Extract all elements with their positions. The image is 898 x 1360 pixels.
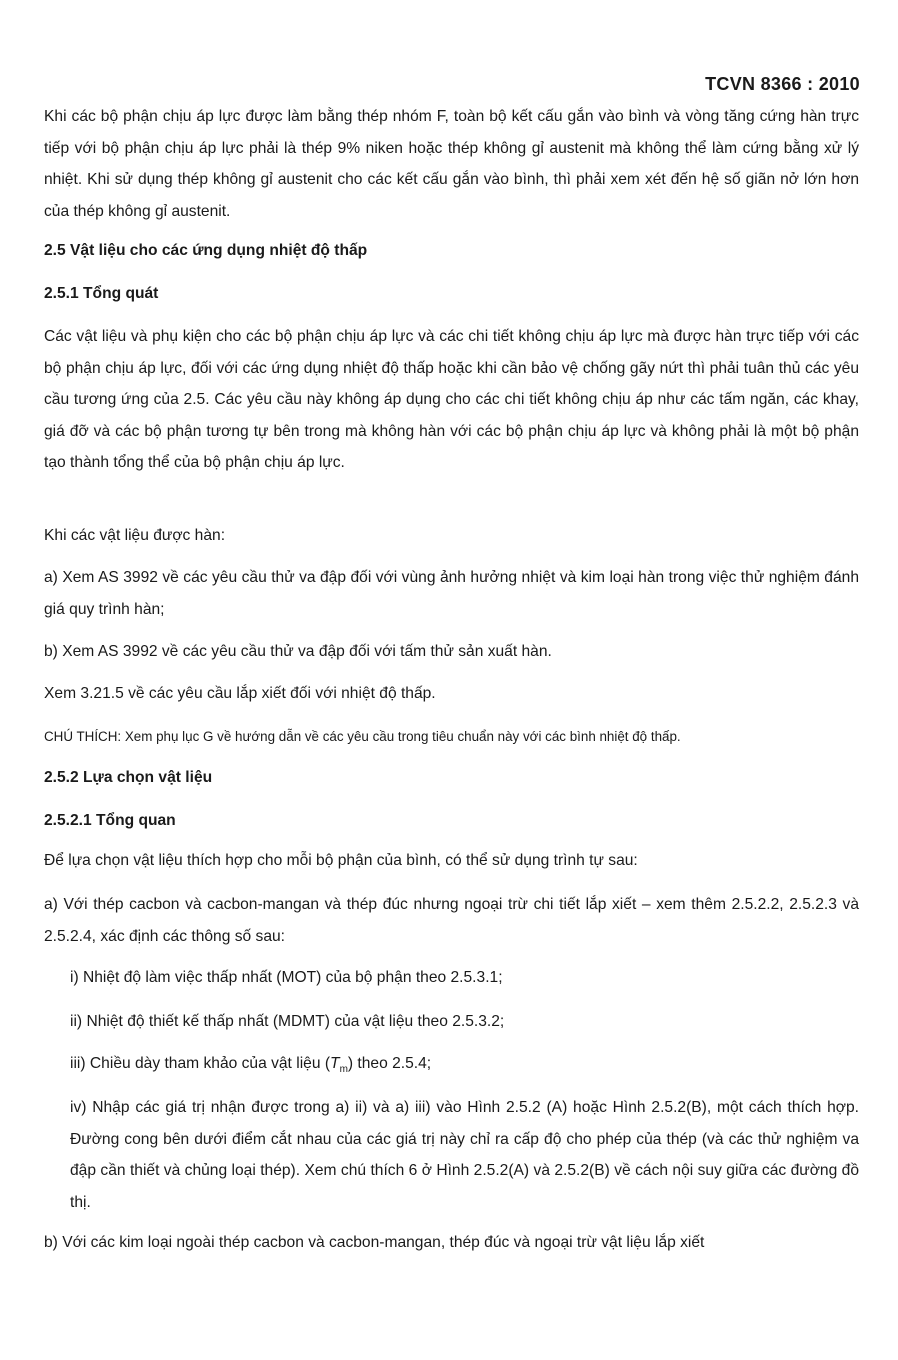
step-b-text: b) Với các kim loại ngoài thép cacbon và cacbon-mangan, thép đúc và ngoại trừ vật liệu lắp xiết xyxy=(44,1234,705,1251)
sub-item-iii-suffix: ) theo 2.5.4; xyxy=(347,1055,432,1072)
section-heading-2-5: 2.5 Vật liệu cho các ứng dụng nhiệt độ thấp xyxy=(44,242,368,259)
sub-item-iii-prefix: iii) Chiều dày tham khảo của vật liệu ( xyxy=(70,1055,331,1072)
list-item-b: b) Xem AS 3992 về các yêu cầu thử va đập đối với tấm thử sản xuất hàn. xyxy=(44,643,552,660)
step-a-text: a) Với thép cacbon và cacbon-mangan và thép đúc nhưng ngoại trừ chi tiết lắp xiết – xem thêm 2.5.2.2, 2.5.2.3 và 2.5.2.4, xác định các thông số sau: xyxy=(44,896,859,945)
sub-item-i: i) Nhiệt độ làm việc thấp nhất (MOT) của bộ phận theo 2.5.3.1; xyxy=(70,969,503,986)
procedure-intro-text: Để lựa chọn vật liệu thích hợp cho mỗi bộ phận của bình, có thể sử dụng trình tự sau: xyxy=(44,852,638,869)
section-heading-2-5-1: 2.5.1 Tổng quát xyxy=(44,285,159,302)
sub-item-iv: iv) Nhập các giá trị nhận được trong a) ii) và a) iii) vào Hình 2.5.2 (A) hoặc Hình 2.5.2(B), một cách thích hợp. Đường cong bên dưới điểm cắt nhau của các giá trị này chỉ ra cấp độ cho phép của thép (và các thử nghiệm va đập cần thiết và chủng loại thép). Xem chú thích 6 ở Hình 2.5.2(A) và 2.5.2(B) về cách nội suy giữa các đường đồ thị. xyxy=(70,1099,859,1211)
tm-symbol: $T_m$ xyxy=(330,1055,348,1076)
see-reference-text: Xem 3.21.5 về các yêu cầu lắp xiết đối với nhiệt độ thấp. xyxy=(44,685,436,702)
section-heading-2-5-2: 2.5.2 Lựa chọn vật liệu xyxy=(44,769,213,786)
list-item-a: a) Xem AS 3992 về các yêu cầu thử va đập đối với vùng ảnh hưởng nhiệt và kim loại hàn trong việc thử nghiệm đánh giá quy trình hàn; xyxy=(44,569,859,618)
welded-intro-text: Khi các vật liệu được hàn: xyxy=(44,527,226,544)
standard-code-header: TCVN 8366 : 2010 xyxy=(705,74,860,94)
sub-item-ii: ii) Nhiệt độ thiết kế thấp nhất (MDMT) của vật liệu theo 2.5.3.2; xyxy=(70,1013,505,1030)
section-heading-2-5-2-1: 2.5.2.1 Tổng quan xyxy=(44,812,176,829)
general-paragraph: Các vật liệu và phụ kiện cho các bộ phận chịu áp lực và các chi tiết không chịu áp lực mà được hàn trực tiếp với các bộ phận chịu áp lực, đối với các ứng dụng nhiệt độ thấp hoặc khi cần bảo vệ chống gãy nứt thì phải tuân thủ các yêu cầu tương ứng của 2.5. Các yêu cầu này không áp dụng cho các chi tiết không chịu áp như các tấm ngăn, các khay, giá đỡ và các bộ phận tương tự bên trong mà không hàn với các bộ phận chịu áp lực và không phải là một bộ phận tạo thành tổng thể của bộ phận chịu áp lực. xyxy=(44,328,859,471)
intro-paragraph: Khi các bộ phận chịu áp lực được làm bằng thép nhóm F, toàn bộ kết cấu gắn vào bình và vòng tăng cứng hàn trực tiếp với bộ phận chịu áp lực phải là thép 9% niken hoặc thép không gỉ austenit mà không thể làm cứng bằng xử lý nhiệt. Khi sử dụng thép không gỉ austenit cho các kết cấu gắn vào bình, thì phải xem xét đến hệ số giãn nở lớn hơn của thép không gỉ austenit. xyxy=(44,108,859,220)
note-text: CHÚ THÍCH: Xem phụ lục G về hướng dẫn về các yêu cầu trong tiêu chuẩn này với các bình nhiệt độ thấp. xyxy=(44,729,681,744)
sub-item-iii xyxy=(70,1048,859,1086)
